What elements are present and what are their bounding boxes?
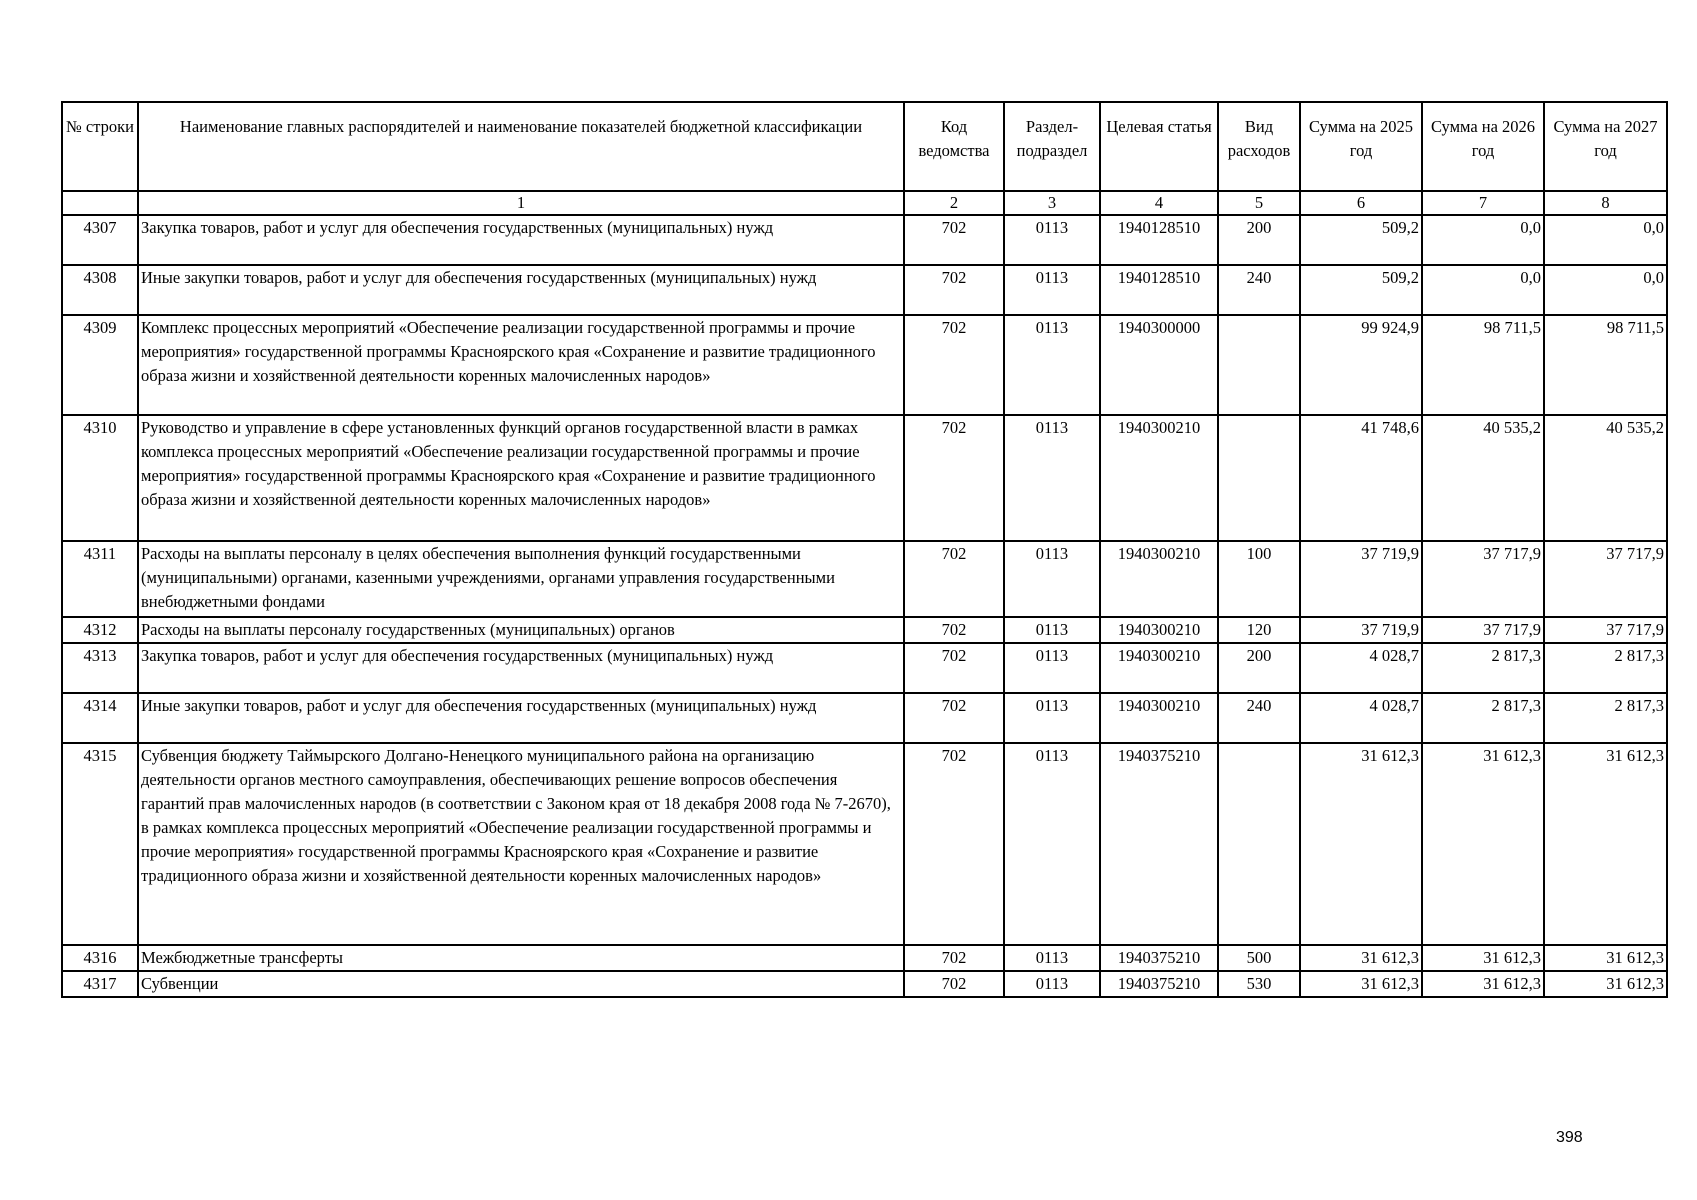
row-sum-2025: 99 924,9 (1300, 315, 1422, 415)
row-number: 4308 (62, 265, 138, 315)
table-row (62, 743, 1667, 945)
column-number: 6 (1300, 191, 1422, 215)
row-expense-type: 500 (1218, 945, 1300, 971)
table-row (62, 541, 1667, 617)
budget-table (61, 101, 1668, 998)
table-row (62, 643, 1667, 693)
row-name: Иные закупки товаров, работ и услуг для обеспечения государственных (муниципальных) нужд (138, 265, 904, 315)
page-number: 398 (1556, 1129, 1583, 1146)
row-section: 0113 (1004, 617, 1100, 643)
row-target-article: 1940128510 (1100, 215, 1218, 265)
column-number: 8 (1544, 191, 1667, 215)
row-expense-type: 100 (1218, 541, 1300, 617)
row-section: 0113 (1004, 541, 1100, 617)
column-number: 3 (1004, 191, 1100, 215)
row-expense-type (1218, 315, 1300, 415)
row-sum-2026: 0,0 (1422, 265, 1544, 315)
header-sum-2026: Сумма на 2026 год (1422, 102, 1544, 191)
row-name: Комплекс процессных мероприятий «Обеспечение реализации государственной программы и прочие мероприятия» государственной программы Красноярского края «Сохранение и развитие традиционного образа жизни и хозяйственной деятельности коренных малочисленных народов» (138, 315, 904, 415)
row-target-article: 1940300210 (1100, 415, 1218, 541)
row-target-article: 1940375210 (1100, 945, 1218, 971)
row-sum-2026: 2 817,3 (1422, 693, 1544, 743)
row-section: 0113 (1004, 215, 1100, 265)
row-sum-2025: 41 748,6 (1300, 415, 1422, 541)
row-name: Закупка товаров, работ и услуг для обеспечения государственных (муниципальных) нужд (138, 215, 904, 265)
table-row (62, 315, 1667, 415)
table-row (62, 215, 1667, 265)
row-section: 0113 (1004, 643, 1100, 693)
row-sum-2027: 31 612,3 (1544, 945, 1667, 971)
row-number: 4312 (62, 617, 138, 643)
row-section: 0113 (1004, 265, 1100, 315)
row-expense-type: 530 (1218, 971, 1300, 997)
header-expense-type: Вид расходов (1218, 102, 1300, 191)
row-target-article: 1940300210 (1100, 693, 1218, 743)
row-department-code: 702 (904, 315, 1004, 415)
row-department-code: 702 (904, 541, 1004, 617)
row-department-code: 702 (904, 415, 1004, 541)
row-expense-type: 200 (1218, 215, 1300, 265)
row-department-code: 702 (904, 265, 1004, 315)
header-name: Наименование главных распорядителей и наименование показателей бюджетной классификации (138, 102, 904, 191)
column-number: 2 (904, 191, 1004, 215)
table-row (62, 945, 1667, 971)
row-section: 0113 (1004, 971, 1100, 997)
row-name: Расходы на выплаты персоналу в целях обеспечения выполнения функций государственными (муниципальными) органами, казенными учреждениями, органами управления государственными внебюджетными фондами (138, 541, 904, 617)
row-sum-2026: 37 717,9 (1422, 617, 1544, 643)
row-expense-type: 200 (1218, 643, 1300, 693)
table-row (62, 617, 1667, 643)
row-name: Расходы на выплаты персоналу государственных (муниципальных) органов (138, 617, 904, 643)
row-name: Субвенция бюджету Таймырского Долгано-Ненецкого муниципального района на организацию деятельности органов местного самоуправления, обеспечивающих решение вопросов обеспечения гарантий прав малочисленных народов (в соответствии с Законом края от 18 декабря 2008 года № 7-2670), в рамках комплекса процессных мероприятий «Обеспечение реализации государственной программы и прочие мероприятия» государственной программы Красноярского края «Сохранение и развитие традиционного образа жизни и хозяйственной деятельности коренных малочисленных народов» (138, 743, 904, 945)
row-target-article: 1940375210 (1100, 971, 1218, 997)
row-target-article: 1940375210 (1100, 743, 1218, 945)
row-department-code: 702 (904, 945, 1004, 971)
row-sum-2025: 4 028,7 (1300, 643, 1422, 693)
table-row (62, 971, 1667, 997)
row-number: 4310 (62, 415, 138, 541)
row-section: 0113 (1004, 693, 1100, 743)
column-number-row (62, 191, 1667, 215)
table-row (62, 415, 1667, 541)
row-section: 0113 (1004, 945, 1100, 971)
header-row-number: № строки (62, 102, 138, 191)
row-number: 4313 (62, 643, 138, 693)
row-sum-2026: 98 711,5 (1422, 315, 1544, 415)
row-name: Закупка товаров, работ и услуг для обеспечения государственных (муниципальных) нужд (138, 643, 904, 693)
row-sum-2026: 31 612,3 (1422, 743, 1544, 945)
row-name: Межбюджетные трансферты (138, 945, 904, 971)
row-sum-2025: 31 612,3 (1300, 971, 1422, 997)
column-number: 1 (138, 191, 904, 215)
row-expense-type: 240 (1218, 265, 1300, 315)
row-sum-2026: 0,0 (1422, 215, 1544, 265)
row-department-code: 702 (904, 617, 1004, 643)
row-sum-2025: 509,2 (1300, 215, 1422, 265)
row-sum-2027: 98 711,5 (1544, 315, 1667, 415)
row-sum-2026: 37 717,9 (1422, 541, 1544, 617)
row-sum-2027: 37 717,9 (1544, 541, 1667, 617)
row-department-code: 702 (904, 693, 1004, 743)
row-sum-2027: 2 817,3 (1544, 643, 1667, 693)
header-row (62, 102, 1667, 191)
row-sum-2027: 40 535,2 (1544, 415, 1667, 541)
header-department-code: Код ведомства (904, 102, 1004, 191)
row-sum-2025: 37 719,9 (1300, 617, 1422, 643)
row-sum-2027: 37 717,9 (1544, 617, 1667, 643)
table-row (62, 693, 1667, 743)
column-number: 4 (1100, 191, 1218, 215)
row-department-code: 702 (904, 643, 1004, 693)
row-target-article: 1940300000 (1100, 315, 1218, 415)
row-sum-2025: 31 612,3 (1300, 945, 1422, 971)
column-number: 5 (1218, 191, 1300, 215)
row-expense-type: 120 (1218, 617, 1300, 643)
row-name: Субвенции (138, 971, 904, 997)
row-number: 4316 (62, 945, 138, 971)
row-sum-2025: 4 028,7 (1300, 693, 1422, 743)
row-target-article: 1940128510 (1100, 265, 1218, 315)
header-target-article: Целевая статья (1100, 102, 1218, 191)
column-number: 7 (1422, 191, 1544, 215)
row-sum-2026: 31 612,3 (1422, 971, 1544, 997)
table-row (62, 265, 1667, 315)
row-target-article: 1940300210 (1100, 617, 1218, 643)
header-section: Раздел-подраздел (1004, 102, 1100, 191)
row-number: 4309 (62, 315, 138, 415)
row-section: 0113 (1004, 415, 1100, 541)
header-sum-2025: Сумма на 2025 год (1300, 102, 1422, 191)
row-sum-2027: 31 612,3 (1544, 971, 1667, 997)
row-target-article: 1940300210 (1100, 643, 1218, 693)
row-expense-type: 240 (1218, 693, 1300, 743)
row-target-article: 1940300210 (1100, 541, 1218, 617)
row-number: 4314 (62, 693, 138, 743)
header-sum-2027: Сумма на 2027 год (1544, 102, 1667, 191)
row-sum-2026: 40 535,2 (1422, 415, 1544, 541)
row-sum-2027: 0,0 (1544, 215, 1667, 265)
row-section: 0113 (1004, 743, 1100, 945)
row-department-code: 702 (904, 971, 1004, 997)
row-name: Руководство и управление в сфере установленных функций органов государственной власти в рамках комплекса процессных мероприятий «Обеспечение реализации государственной программы и прочие мероприятия» государственной программы Красноярского края «Сохранение и развитие традиционного образа жизни и хозяйственной деятельности коренных малочисленных народов» (138, 415, 904, 541)
row-sum-2025: 31 612,3 (1300, 743, 1422, 945)
column-number (62, 191, 138, 215)
row-number: 4311 (62, 541, 138, 617)
row-department-code: 702 (904, 743, 1004, 945)
row-number: 4317 (62, 971, 138, 997)
row-sum-2026: 31 612,3 (1422, 945, 1544, 971)
row-department-code: 702 (904, 215, 1004, 265)
row-sum-2027: 2 817,3 (1544, 693, 1667, 743)
row-expense-type (1218, 743, 1300, 945)
row-expense-type (1218, 415, 1300, 541)
row-sum-2025: 509,2 (1300, 265, 1422, 315)
row-sum-2027: 31 612,3 (1544, 743, 1667, 945)
row-sum-2026: 2 817,3 (1422, 643, 1544, 693)
row-number: 4315 (62, 743, 138, 945)
row-name: Иные закупки товаров, работ и услуг для обеспечения государственных (муниципальных) нужд (138, 693, 904, 743)
row-section: 0113 (1004, 315, 1100, 415)
row-number: 4307 (62, 215, 138, 265)
row-sum-2025: 37 719,9 (1300, 541, 1422, 617)
row-sum-2027: 0,0 (1544, 265, 1667, 315)
